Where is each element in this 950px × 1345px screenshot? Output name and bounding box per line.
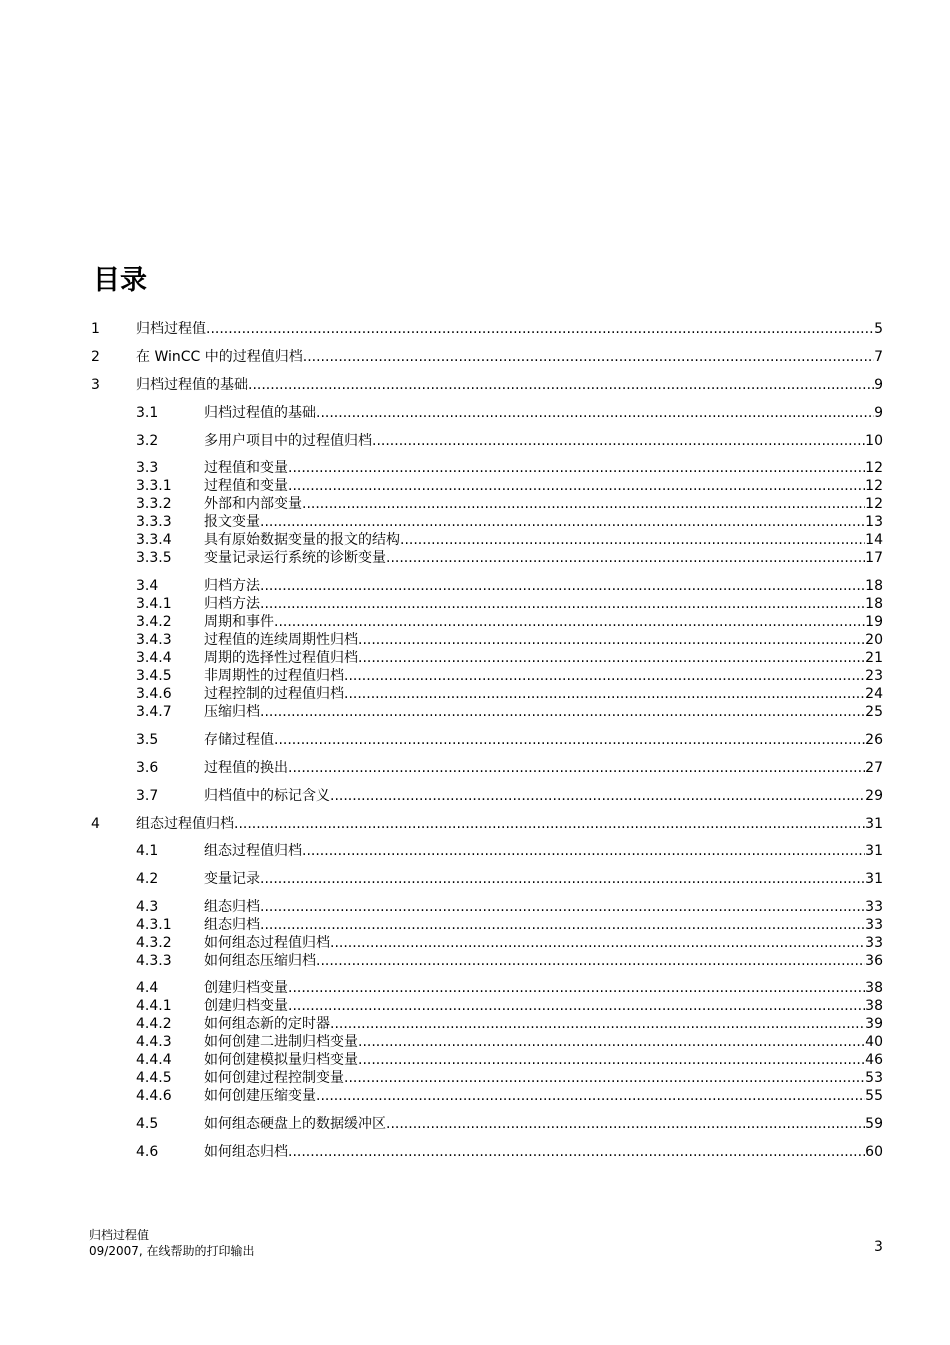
toc-entry[interactable]	[0, 459, 950, 477]
toc-entry[interactable]	[0, 870, 950, 888]
toc-entry-page: 18	[865, 578, 883, 594]
toc-entry-number: 4.6	[136, 1144, 159, 1160]
toc-entry[interactable]	[0, 685, 950, 703]
toc-entry-page: 14	[865, 532, 883, 548]
toc-entry-page: 7	[874, 349, 883, 365]
toc-entry-title: 具有原始数据变量的报文的结构	[204, 532, 400, 548]
toc-entry-title: 如何组态归档	[204, 1144, 288, 1160]
toc-entry-page: 19	[865, 614, 883, 630]
toc-entry-title: 周期和事件	[204, 614, 274, 630]
toc-entry-page: 33	[865, 917, 883, 933]
toc-entry-title: 创建归档变量	[204, 980, 288, 996]
toc-entry[interactable]	[0, 842, 950, 860]
toc-entry[interactable]	[0, 979, 950, 997]
toc-dot-leader	[330, 934, 865, 952]
toc-dot-leader	[316, 952, 865, 970]
toc-entry-page: 20	[865, 632, 883, 648]
toc-entry-number: 4.4.2	[136, 1016, 172, 1032]
footer-edition: 09/2007, 在线帮助的打印输出	[89, 1244, 255, 1258]
toc-entry[interactable]	[0, 1069, 950, 1087]
toc-dot-leader	[316, 404, 874, 422]
toc-dot-leader	[358, 1033, 865, 1051]
toc-entry[interactable]	[0, 549, 950, 567]
toc-entry-page: 12	[865, 496, 883, 512]
toc-entry-page: 17	[865, 550, 883, 566]
toc-entry-title: 过程值和变量	[204, 460, 288, 476]
toc-dot-leader	[330, 787, 865, 805]
toc-entry-page: 36	[865, 953, 883, 969]
toc-entry-number: 3.3.1	[136, 478, 172, 494]
toc-dot-leader	[260, 595, 865, 613]
toc-dot-leader	[260, 513, 865, 531]
toc-entry-title: 组态过程值归档	[136, 816, 234, 832]
toc-entry-title: 归档方法	[204, 596, 260, 612]
toc-entry-number: 4.3.3	[136, 953, 172, 969]
toc-entry-title: 归档值中的标记含义	[204, 788, 330, 804]
toc-dot-leader	[358, 1051, 865, 1069]
toc-entry-title: 如何创建过程控制变量	[204, 1070, 344, 1086]
toc-entry-title: 如何组态压缩归档	[204, 953, 316, 969]
toc-entry-title: 周期的选择性过程值归档	[204, 650, 358, 666]
toc-dot-leader	[358, 649, 865, 667]
toc-dot-leader	[288, 997, 865, 1015]
toc-dot-leader	[344, 685, 865, 703]
toc-entry-number: 3.7	[136, 788, 159, 804]
toc-entry[interactable]	[0, 916, 950, 934]
toc-entry-page: 55	[865, 1088, 883, 1104]
toc-dot-leader	[303, 348, 874, 366]
toc-entry[interactable]	[0, 759, 950, 777]
toc-dot-leader	[206, 320, 874, 338]
toc-entry-number: 3.2	[136, 433, 159, 449]
toc-entry[interactable]	[0, 934, 950, 952]
page-title: 目录	[93, 265, 147, 296]
toc-entry-number: 4.1	[136, 843, 159, 859]
toc-entry[interactable]	[0, 495, 950, 513]
toc-dot-leader	[234, 815, 865, 833]
toc-entry-title: 在 WinCC 中的过程值归档	[136, 349, 303, 365]
toc-entry-title: 组态归档	[204, 917, 260, 933]
toc-entry-title: 过程值的换出	[204, 760, 288, 776]
toc-entry-number: 4.5	[136, 1116, 159, 1132]
toc-entry[interactable]	[0, 997, 950, 1015]
toc-entry-page: 60	[865, 1144, 883, 1160]
toc-entry-number: 4.2	[136, 871, 159, 887]
toc-entry-page: 9	[874, 377, 883, 393]
toc-entry-title: 过程值的连续周期性归档	[204, 632, 358, 648]
toc-entry-number: 4.4.4	[136, 1052, 172, 1068]
toc-dot-leader	[260, 703, 865, 721]
toc-entry-title: 归档过程值	[136, 321, 206, 337]
toc-entry-number: 3.3.5	[136, 550, 172, 566]
toc-entry-number: 3.5	[136, 732, 159, 748]
toc-entry-page: 59	[865, 1116, 883, 1132]
toc-entry-title: 外部和内部变量	[204, 496, 302, 512]
toc-dot-leader	[330, 1015, 865, 1033]
toc-entry-title: 归档方法	[204, 578, 260, 594]
toc-entry-number: 3.4	[136, 578, 159, 594]
toc-entry[interactable]	[0, 898, 950, 916]
toc-dot-leader	[400, 531, 865, 549]
toc-entry-number: 3.3.4	[136, 532, 172, 548]
toc-dot-leader	[260, 916, 865, 934]
toc-entry[interactable]	[0, 376, 950, 394]
toc-entry[interactable]	[0, 613, 950, 631]
toc-entry-title: 变量记录	[204, 871, 260, 887]
toc-entry-title: 报文变量	[204, 514, 260, 530]
toc-dot-leader	[316, 1087, 865, 1105]
toc-entry-page: 39	[865, 1016, 883, 1032]
toc-dot-leader	[386, 549, 865, 567]
toc-entry-number: 4.4.1	[136, 998, 172, 1014]
toc-entry-number: 3.4.3	[136, 632, 172, 648]
toc-entry-number: 4.4.3	[136, 1034, 172, 1050]
toc-dot-leader	[260, 870, 865, 888]
toc-entry-number: 3.1	[136, 405, 159, 421]
toc-entry-number: 3.3	[136, 460, 159, 476]
toc-dot-leader	[274, 613, 865, 631]
toc-entry[interactable]	[0, 667, 950, 685]
toc-entry[interactable]	[0, 577, 950, 595]
toc-entry-page: 21	[865, 650, 883, 666]
toc-entry-number: 3.4.1	[136, 596, 172, 612]
toc-entry-page: 5	[874, 321, 883, 337]
toc-entry[interactable]	[0, 731, 950, 749]
toc-entry-page: 33	[865, 899, 883, 915]
toc-dot-leader	[302, 495, 865, 513]
toc-entry-number: 4.3	[136, 899, 159, 915]
toc-entry-title: 压缩归档	[204, 704, 260, 720]
toc-entry-page: 33	[865, 935, 883, 951]
toc-entry-title: 非周期性的过程值归档	[204, 668, 344, 684]
toc-entry[interactable]	[0, 1051, 950, 1069]
toc-entry-number: 3.3.3	[136, 514, 172, 530]
toc-entry-page: 24	[865, 686, 883, 702]
toc-entry-number: 3.4.4	[136, 650, 172, 666]
toc-entry-number: 4	[91, 816, 100, 832]
toc-entry-number: 2	[91, 349, 100, 365]
toc-entry-title: 组态归档	[204, 899, 260, 915]
toc-entry-number: 3	[91, 377, 100, 393]
toc-entry-title: 创建归档变量	[204, 998, 288, 1014]
toc-dot-leader	[288, 979, 865, 997]
toc-entry-number: 4.3.2	[136, 935, 172, 951]
toc-dot-leader	[260, 577, 865, 595]
toc-entry-page: 10	[865, 433, 883, 449]
toc-dot-leader	[274, 731, 865, 749]
toc-entry-number: 4.4.5	[136, 1070, 172, 1086]
toc-entry[interactable]	[0, 703, 950, 721]
toc-entry-page: 38	[865, 998, 883, 1014]
toc-entry-page: 38	[865, 980, 883, 996]
toc-entry-number: 3.6	[136, 760, 159, 776]
toc-entry-number: 3.3.2	[136, 496, 172, 512]
toc-entry-page: 31	[865, 871, 883, 887]
toc-entry-page: 53	[865, 1070, 883, 1086]
toc-entry-number: 4.4.6	[136, 1088, 172, 1104]
toc-entry[interactable]	[0, 952, 950, 970]
toc-entry[interactable]	[0, 1033, 950, 1051]
toc-entry-number: 1	[91, 321, 100, 337]
toc-entry-title: 如何组态新的定时器	[204, 1016, 330, 1032]
toc-entry-page: 46	[865, 1052, 883, 1068]
toc-entry-page: 13	[865, 514, 883, 530]
toc-dot-leader	[288, 477, 865, 495]
toc-entry-title: 归档过程值的基础	[204, 405, 316, 421]
toc-entry[interactable]	[0, 531, 950, 549]
toc-entry-page: 40	[865, 1034, 883, 1050]
toc-entry-number: 3.4.5	[136, 668, 172, 684]
toc-entry-page: 29	[865, 788, 883, 804]
toc-dot-leader	[344, 1069, 865, 1087]
toc-dot-leader	[358, 631, 865, 649]
toc-entry-page: 27	[865, 760, 883, 776]
toc-dot-leader	[260, 898, 865, 916]
toc-entry-number: 3.4.2	[136, 614, 172, 630]
toc-dot-leader	[372, 432, 865, 450]
toc-entry-title: 多用户项目中的过程值归档	[204, 433, 372, 449]
toc-entry-title: 组态过程值归档	[204, 843, 302, 859]
toc-entry-page: 23	[865, 668, 883, 684]
toc-dot-leader	[386, 1115, 865, 1133]
toc-entry[interactable]	[0, 404, 950, 422]
toc-dot-leader	[288, 759, 865, 777]
toc-entry-title: 如何创建模拟量归档变量	[204, 1052, 358, 1068]
toc-entry-number: 3.4.6	[136, 686, 172, 702]
toc-entry[interactable]	[0, 348, 950, 366]
toc-entry-number: 4.3.1	[136, 917, 172, 933]
toc-entry-title: 过程值和变量	[204, 478, 288, 494]
toc-entry[interactable]	[0, 595, 950, 613]
toc-entry-page: 9	[874, 405, 883, 421]
toc-dot-leader	[248, 376, 874, 394]
toc-dot-leader	[302, 842, 865, 860]
toc-entry-page: 31	[865, 843, 883, 859]
page-number: 3	[874, 1239, 883, 1255]
toc-entry-page: 18	[865, 596, 883, 612]
toc-entry-title: 如何创建二进制归档变量	[204, 1034, 358, 1050]
toc-dot-leader	[288, 1143, 865, 1161]
toc-entry-title: 如何组态硬盘上的数据缓冲区	[204, 1116, 386, 1132]
toc-entry-title: 存储过程值	[204, 732, 274, 748]
toc-entry-title: 过程控制的过程值归档	[204, 686, 344, 702]
toc-entry[interactable]	[0, 1015, 950, 1033]
toc-entry[interactable]	[0, 1087, 950, 1105]
toc-entry-page: 25	[865, 704, 883, 720]
toc-entry-title: 变量记录运行系统的诊断变量	[204, 550, 386, 566]
toc-entry-page: 31	[865, 816, 883, 832]
toc-entry-number: 4.4	[136, 980, 159, 996]
toc-entry-page: 12	[865, 478, 883, 494]
toc-entry[interactable]	[0, 320, 950, 338]
toc-entry[interactable]	[0, 477, 950, 495]
toc-entry-number: 3.4.7	[136, 704, 172, 720]
toc-dot-leader	[288, 459, 865, 477]
toc-entry[interactable]	[0, 1115, 950, 1133]
footer-document-title: 归档过程值	[89, 1228, 150, 1242]
toc-entry[interactable]	[0, 787, 950, 805]
toc-dot-leader	[344, 667, 865, 685]
toc-entry[interactable]	[0, 1143, 950, 1161]
toc-entry-page: 12	[865, 460, 883, 476]
toc-entry[interactable]	[0, 432, 950, 450]
toc-entry[interactable]	[0, 631, 950, 649]
toc-entry[interactable]	[0, 649, 950, 667]
toc-entry[interactable]	[0, 815, 950, 833]
toc-entry-page: 26	[865, 732, 883, 748]
toc-entry-title: 如何创建压缩变量	[204, 1088, 316, 1104]
toc-entry[interactable]	[0, 513, 950, 531]
toc-entry-title: 归档过程值的基础	[136, 377, 248, 393]
toc-entry-title: 如何组态过程值归档	[204, 935, 330, 951]
